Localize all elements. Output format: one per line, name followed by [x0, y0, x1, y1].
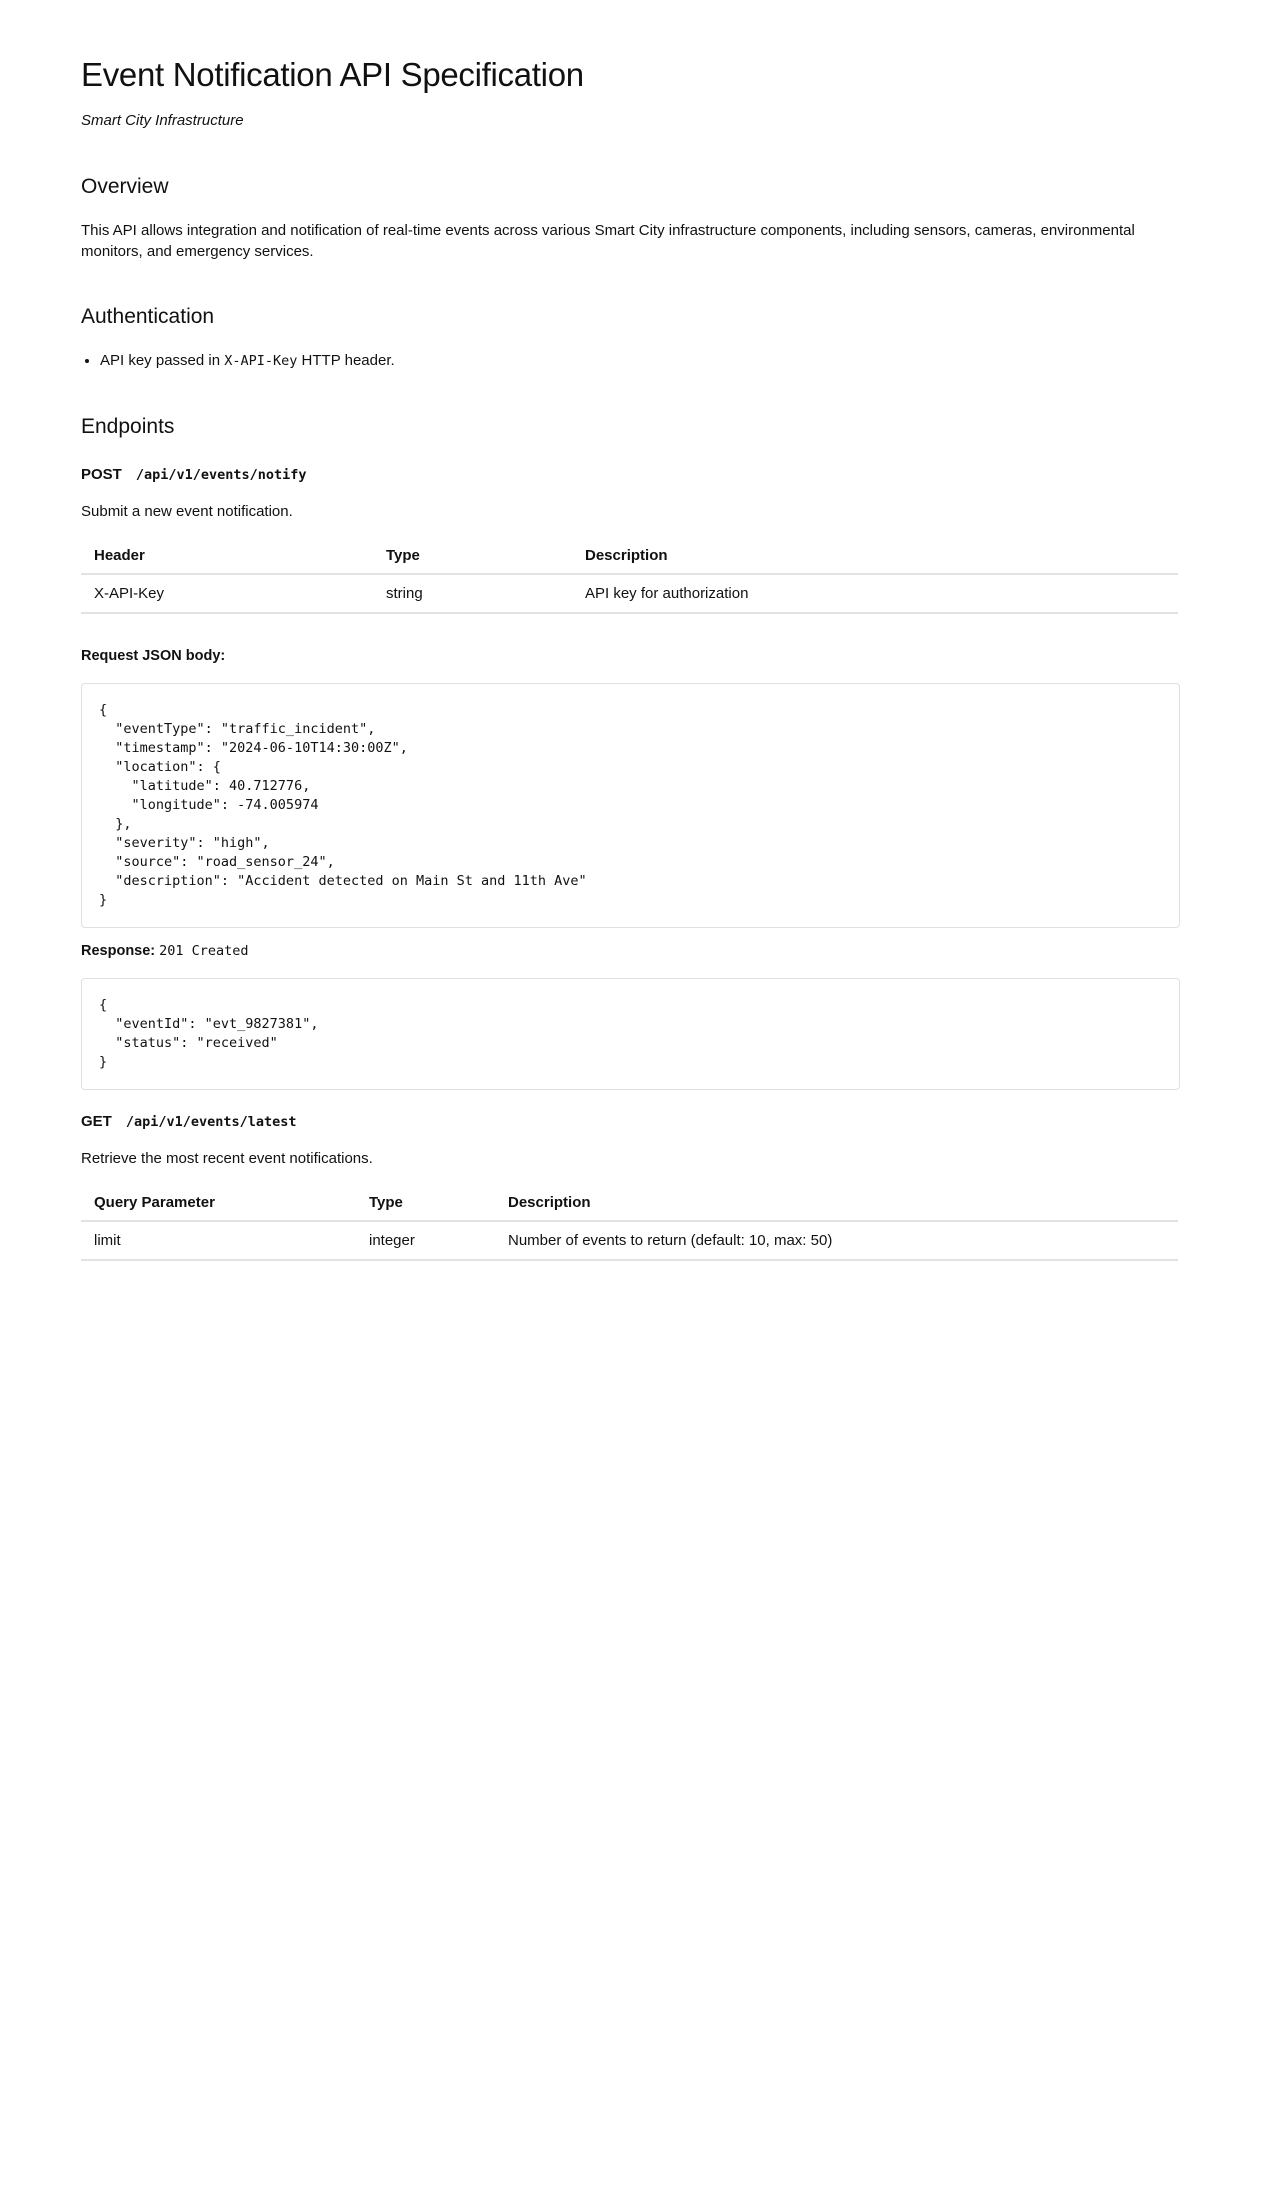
page-subtitle: Smart City Infrastructure — [81, 112, 244, 129]
table-cell: Number of events to return (default: 10, max: 50) — [495, 1221, 1178, 1260]
overview-text: This API allows integration and notification of real-time events across various Smart City infrastructure components, including sensors, cameras, environmental monitors, and emergency services. — [81, 222, 1135, 260]
http-method: GET — [81, 1113, 112, 1130]
table-cell: API key for authorization — [572, 574, 1178, 613]
request-body-code-block: { "eventType": "traffic_incident", "timestamp": "2024-06-10T14:30:00Z", "location": { "latitude": 40.712776, "longitude": -74.005974 }, "severity": "high", "source": "road_sensor_24", "description": "Accident detected on Main St and 11th Ave" } — [81, 683, 1180, 928]
auth-header-code: X-API-Key — [224, 353, 298, 369]
endpoints-heading: Endpoints — [81, 415, 175, 438]
post-endpoint-title — [81, 466, 307, 483]
endpoint-path: /api/v1/events/latest — [125, 1114, 297, 1130]
column-header: Header — [81, 538, 373, 574]
authentication-item — [100, 352, 395, 369]
request-body-label: Request JSON body: — [81, 648, 226, 664]
table-row — [81, 574, 1178, 613]
get-description: Retrieve the most recent event notifications. — [81, 1150, 373, 1167]
authentication-heading: Authentication — [81, 305, 215, 328]
post-headers-table — [81, 538, 1178, 614]
column-header: Type — [356, 1185, 495, 1221]
column-header: Description — [495, 1185, 1178, 1221]
auth-text-suffix: HTTP header. — [297, 352, 395, 369]
response-status-code: 201 Created — [159, 943, 249, 959]
response-body-code-block: { "eventId": "evt_9827381", "status": "received" } — [81, 978, 1180, 1090]
overview-heading: Overview — [81, 175, 169, 198]
table-row — [81, 1221, 1178, 1260]
response-label-text: Response: — [81, 943, 156, 959]
response-label — [81, 943, 249, 959]
table-header-row — [81, 1185, 1178, 1221]
get-endpoint-title — [81, 1113, 297, 1130]
column-header: Type — [373, 538, 572, 574]
table-cell: limit — [81, 1221, 356, 1260]
post-description: Submit a new event notification. — [81, 503, 293, 520]
column-header: Query Parameter — [81, 1185, 356, 1221]
get-query-params-table — [81, 1185, 1178, 1261]
authentication-list — [81, 352, 395, 369]
table-header-row — [81, 538, 1178, 574]
page-title: Event Notification API Specification — [81, 56, 584, 93]
table-cell: integer — [356, 1221, 495, 1260]
column-header: Description — [572, 538, 1178, 574]
auth-text: API key passed in — [100, 352, 225, 369]
endpoint-path: /api/v1/events/notify — [135, 467, 307, 483]
table-cell: string — [373, 574, 572, 613]
table-cell: X-API-Key — [81, 574, 373, 613]
http-method: POST — [81, 466, 122, 483]
